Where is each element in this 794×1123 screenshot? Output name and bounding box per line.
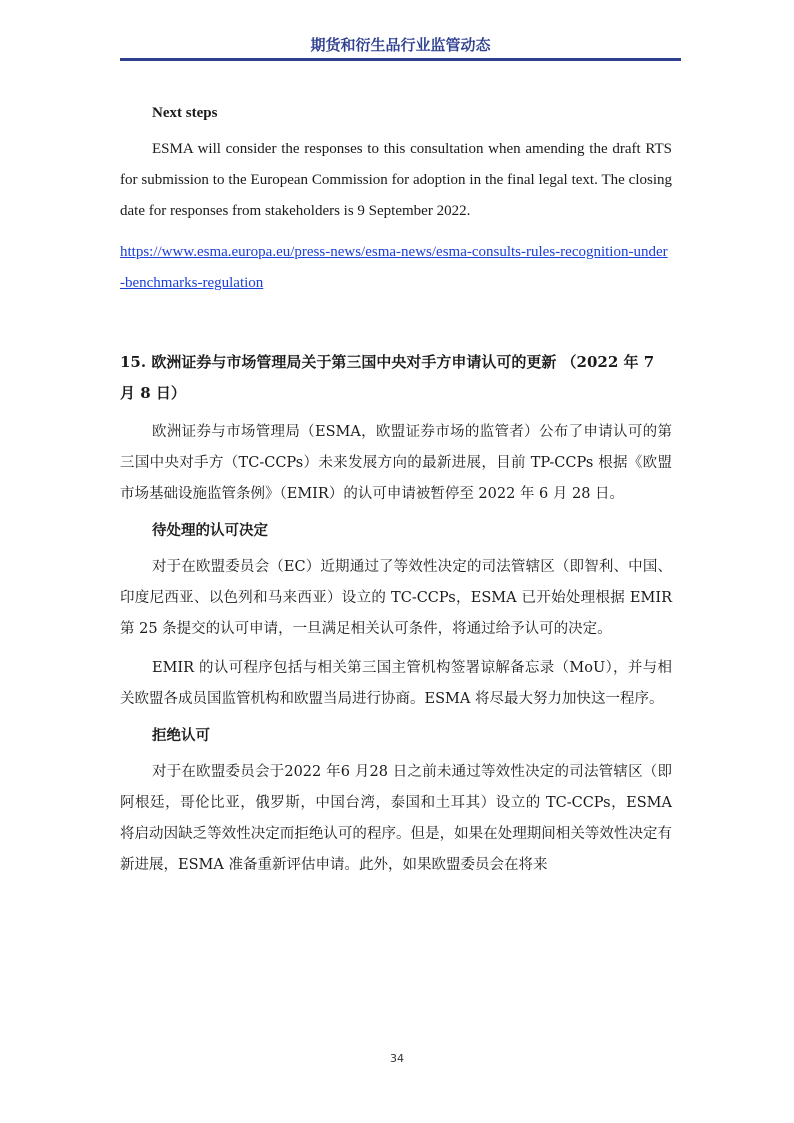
section-15-title: 15. 欧洲证券与市场管理局关于第三国中央对手方申请认可的更新 （2022 年 7 月 8 日） — [120, 353, 655, 402]
pending-decisions-heading: 待处理的认可决定 — [152, 522, 268, 539]
refusal-paragraph: 对于在欧盟委员会于2022 年6 月28 日之前未通过等效性决定的司法管辖区（即阿根廷，哥伦比亚，俄罗斯，中国台湾，泰国和土耳其）设立的 TC-CCPs，ESMA 将启动因缺乏等效性决定而拒绝认可的程序。但是，如果在处理期间相关等效性决定有新进展，ESMA 准备重新评估申请。此外，如果欧盟委员会在将来 — [120, 764, 672, 873]
page-number: 34 — [390, 1052, 404, 1065]
next-steps-heading: Next steps — [152, 105, 218, 121]
header-rule — [120, 58, 681, 61]
refusal-heading: 拒绝认可 — [152, 727, 210, 744]
pending-paragraph-2: EMIR 的认可程序包括与相关第三国主管机构签署谅解备忘录（MoU），并与相关欧盟各成员国监管机构和欧盟当局进行协商。ESMA 将尽最大努力加快这一程序。 — [120, 660, 672, 707]
pending-paragraph-1: 对于在欧盟委员会（EC）近期通过了等效性决定的司法管辖区（即智利、中国、印度尼西亚、以色列和马来西亚）设立的 TC-CCPs，ESMA 已开始处理根据 EMIR 第 25 条提交的认可申请，一旦满足相关认可条件，将通过给予认可的决定。 — [120, 559, 672, 637]
running-header: 期货和衍生品行业监管动态 — [310, 36, 491, 54]
next-steps-paragraph: ESMA will consider the responses to this consultation when amending the draft RTS for submission to the European Commission for adoption in the final legal text. The closing date for responses from stakeholders is 9 September 2022. — [120, 141, 672, 219]
section-15-intro: 欧洲证券与市场管理局（ESMA，欧盟证券市场的监管者）公布了申请认可的第三国中央对手方（TC-CCPs）未来发展方向的最新进展，目前 TP-CCPs 根据《欧盟市场基础设施监管条例》（EMIR）的认可申请被暂停至 2022 年 6 月 28 日。 — [120, 424, 672, 502]
page-content — [120, 92, 672, 881]
esma-news-link[interactable]: https://www.esma.europa.eu/press-news/esma-news/esma-consults-rules-recognition-under-benchmarks-regulation — [120, 244, 668, 291]
